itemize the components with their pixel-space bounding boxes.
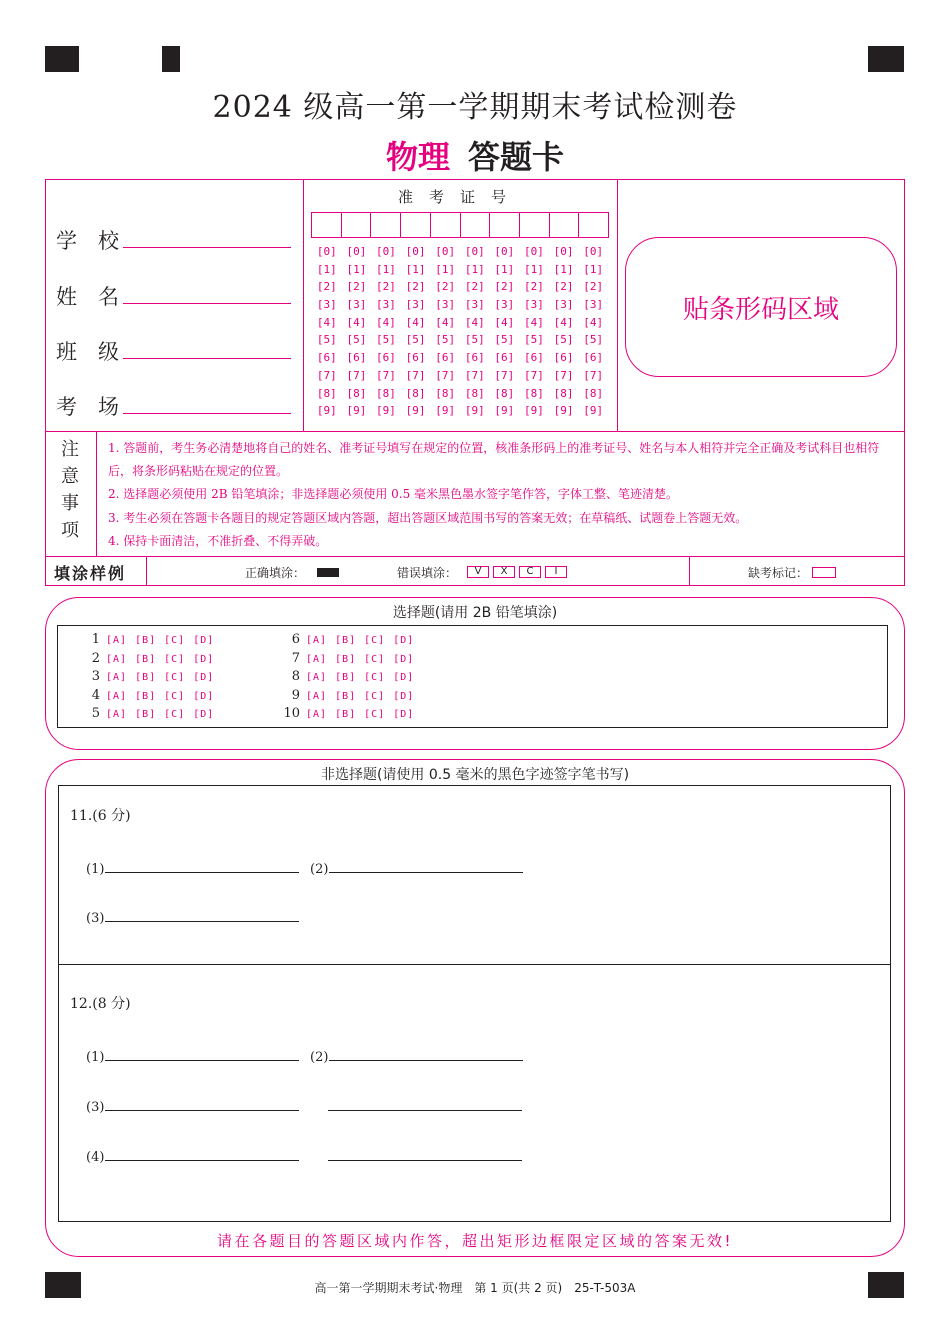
- choice-question: [80, 632, 222, 647]
- choice-question: [280, 706, 422, 721]
- id-bubble[interactable]: [8]: [494, 386, 515, 400]
- nonchoice-title: 非选择题(请使用 0.5 毫米的黑色字迹签字笔书写): [320, 767, 630, 783]
- id-bubble[interactable]: [1]: [464, 262, 485, 276]
- exam-id-bubble-grid[interactable]: [312, 245, 608, 422]
- wrong-mark-icon: I: [545, 566, 567, 578]
- q12-blank-4[interactable]: [86, 1146, 299, 1165]
- id-bubble[interactable]: [1]: [405, 262, 426, 276]
- id-digit-box[interactable]: [371, 213, 401, 237]
- page-subtitle: [0, 132, 950, 178]
- answer-bubble[interactable]: [D]: [193, 690, 215, 702]
- id-digit-box[interactable]: [461, 213, 491, 237]
- blank-label: (4): [86, 1150, 105, 1165]
- id-bubble[interactable]: [5]: [524, 333, 544, 347]
- answer-bubble[interactable]: [A]: [306, 672, 328, 683]
- question-number: 1: [91, 632, 100, 647]
- id-bubble[interactable]: [9]: [464, 404, 485, 418]
- id-bubble[interactable]: [1]: [316, 262, 337, 276]
- absent-mark[interactable]: [748, 558, 836, 586]
- id-digit-box[interactable]: [342, 213, 372, 237]
- question-number: 7: [291, 650, 300, 666]
- id-bubble[interactable]: [5]: [316, 333, 337, 347]
- answer-bubble[interactable]: [D]: [193, 672, 215, 683]
- answer-bubble[interactable]: [C]: [364, 672, 386, 683]
- id-bubble[interactable]: [3]: [405, 298, 426, 312]
- id-bubble[interactable]: [6]: [405, 351, 426, 365]
- answer-bubble[interactable]: [D]: [393, 690, 415, 702]
- room-label: 考 场: [56, 395, 119, 419]
- blank-label: (2): [310, 862, 329, 877]
- answer-bubble[interactable]: [B]: [335, 635, 357, 646]
- id-bubble[interactable]: [0]: [346, 245, 367, 258]
- answer-line[interactable]: [105, 1046, 299, 1061]
- q12-label: 12.(8 分): [70, 996, 131, 1012]
- divider: [96, 431, 97, 556]
- question-number: 5: [91, 706, 100, 721]
- divider: [45, 431, 905, 432]
- id-bubble[interactable]: [9]: [376, 404, 396, 418]
- id-bubble[interactable]: [9]: [405, 404, 426, 418]
- page-title: 2024 级高一第一学期期末考试检测卷: [212, 90, 738, 125]
- id-bubble[interactable]: [7]: [524, 368, 544, 382]
- name-field[interactable]: [56, 281, 291, 311]
- answer-bubble[interactable]: [A]: [106, 709, 128, 720]
- answer-bubble[interactable]: [B]: [135, 653, 157, 665]
- id-bubble[interactable]: [8]: [583, 386, 604, 400]
- id-digit-box[interactable]: [550, 213, 580, 237]
- note-item: 1. 答题前，考生务必清楚地将自己的姓名、准考证号填写在规定的位置，核准条形码上的准考证号、姓名与本人相符并完全正确及考试科目也相符后，将条形码粘贴在规定的位置。: [108, 441, 880, 478]
- room-field[interactable]: [56, 391, 291, 421]
- id-bubble[interactable]: [0]: [524, 245, 544, 258]
- id-bubble[interactable]: [8]: [316, 386, 337, 400]
- id-bubble[interactable]: [6]: [553, 351, 574, 365]
- exam-id-label: 准考证号: [397, 188, 522, 206]
- answer-bubble[interactable]: [C]: [164, 690, 186, 702]
- id-bubble[interactable]: [5]: [346, 333, 367, 347]
- q12-blank-4b[interactable]: [327, 1146, 522, 1165]
- id-bubble[interactable]: [7]: [435, 368, 456, 382]
- correct-fill: [245, 558, 339, 586]
- id-bubble[interactable]: [4]: [553, 315, 574, 329]
- id-bubble[interactable]: [3]: [435, 298, 456, 312]
- id-bubble[interactable]: [4]: [346, 315, 367, 329]
- blank-label: (3): [86, 1100, 105, 1115]
- id-bubble[interactable]: [3]: [583, 298, 604, 312]
- id-bubble[interactable]: [3]: [553, 298, 574, 312]
- id-digit-box[interactable]: [431, 213, 461, 237]
- id-bubble[interactable]: [0]: [464, 245, 485, 258]
- divider: [146, 556, 147, 586]
- wrong-fill-label: 错误填涂：: [397, 565, 458, 580]
- choice-question: [280, 632, 422, 647]
- registration-mark: [45, 46, 79, 72]
- absent-checkbox[interactable]: [812, 567, 836, 578]
- answer-bubble[interactable]: [C]: [364, 653, 386, 665]
- divider: [617, 179, 618, 431]
- id-bubble[interactable]: [8]: [435, 386, 456, 400]
- id-bubble[interactable]: [8]: [553, 386, 574, 400]
- id-digit-box[interactable]: [579, 213, 608, 237]
- class-field[interactable]: [56, 336, 291, 366]
- id-bubble[interactable]: [7]: [376, 368, 396, 382]
- answer-line[interactable]: [105, 907, 299, 922]
- class-line[interactable]: [123, 340, 291, 359]
- id-bubble[interactable]: [9]: [435, 404, 456, 418]
- q11-blank-1[interactable]: [86, 858, 299, 877]
- wrong-mark-icon: V: [467, 566, 489, 578]
- id-bubble[interactable]: [3]: [316, 298, 337, 312]
- id-bubble-row: [312, 333, 608, 351]
- answer-line[interactable]: [329, 1046, 523, 1061]
- q11-blank-3[interactable]: [86, 907, 299, 926]
- answer-bubble[interactable]: [D]: [393, 709, 415, 720]
- answer-bubble[interactable]: [B]: [335, 653, 357, 665]
- wrong-fill: [397, 558, 567, 586]
- id-bubble[interactable]: [2]: [553, 280, 574, 294]
- divider: [303, 179, 304, 431]
- id-bubble[interactable]: [0]: [435, 245, 456, 258]
- id-bubble[interactable]: [1]: [524, 262, 544, 276]
- wrong-mark-icon: C: [519, 566, 541, 578]
- id-bubble[interactable]: [5]: [583, 333, 604, 347]
- id-bubble[interactable]: [6]: [494, 351, 515, 365]
- q12-answer-area[interactable]: [58, 964, 891, 1222]
- id-bubble[interactable]: [5]: [376, 333, 396, 347]
- id-bubble[interactable]: [9]: [316, 404, 337, 418]
- id-bubble[interactable]: [8]: [346, 386, 367, 400]
- choice-question: [280, 651, 422, 666]
- choice-question: [280, 669, 422, 684]
- filled-bubble-icon: [317, 568, 339, 577]
- answer-bubble[interactable]: [C]: [164, 653, 186, 665]
- answer-bubble[interactable]: [A]: [106, 672, 128, 683]
- id-bubble[interactable]: [4]: [376, 315, 396, 329]
- id-bubble-row: [312, 316, 608, 334]
- id-bubble[interactable]: [6]: [376, 351, 396, 365]
- answer-line[interactable]: [105, 1096, 299, 1111]
- question-number: 9: [291, 687, 300, 703]
- registration-mark: [868, 46, 904, 72]
- question-number: 6: [291, 632, 300, 647]
- answer-bubble[interactable]: [C]: [364, 635, 386, 646]
- id-bubble[interactable]: [2]: [346, 280, 367, 294]
- id-bubble[interactable]: [4]: [316, 315, 337, 329]
- note-item: 3. 考生必须在答题卡各题目的规定答题区域内答题，超出答题区域范围书写的答案无效；在草稿纸、试题卷上答题无效。: [108, 510, 748, 525]
- answer-bubble[interactable]: [B]: [335, 709, 357, 720]
- name-line[interactable]: [123, 285, 291, 304]
- id-bubble[interactable]: [6]: [346, 351, 367, 365]
- answer-bubble[interactable]: [A]: [306, 635, 328, 646]
- id-bubble[interactable]: [6]: [435, 351, 456, 365]
- id-bubble[interactable]: [7]: [316, 368, 337, 382]
- school-field[interactable]: [56, 225, 291, 255]
- card-name: 答题卡: [468, 138, 565, 176]
- q11-blank-2[interactable]: [310, 858, 523, 877]
- room-line[interactable]: [123, 395, 291, 414]
- id-digit-box[interactable]: [312, 213, 342, 237]
- notes-label-char: 意: [61, 466, 79, 487]
- notes-label-char: 项: [61, 520, 79, 541]
- barcode-area: 贴条形码区域: [625, 237, 897, 377]
- id-bubble[interactable]: [0]: [553, 245, 574, 258]
- id-bubble[interactable]: [4]: [583, 315, 604, 329]
- id-bubble[interactable]: [1]: [583, 262, 604, 276]
- id-bubble[interactable]: [1]: [553, 262, 574, 276]
- choice-question: [80, 688, 222, 703]
- id-bubble[interactable]: [8]: [524, 386, 544, 400]
- id-bubble[interactable]: [4]: [464, 315, 485, 329]
- id-bubble[interactable]: [3]: [346, 298, 367, 312]
- choice-question: [280, 688, 422, 703]
- q12-blank-2[interactable]: [310, 1046, 523, 1065]
- answer-bubble[interactable]: [D]: [393, 672, 415, 683]
- boundary-warning: 请在各题目的答题区域内作答，超出矩形边框限定区域的答案无效!: [216, 1232, 734, 1250]
- id-bubble[interactable]: [9]: [524, 404, 544, 418]
- note-item: 2. 选择题必须使用 2B 铅笔填涂；非选择题必须使用 0.5 毫米黑色墨水签字笔作答，字体工整、笔迹清楚。: [108, 487, 679, 501]
- school-label: 学 校: [56, 229, 119, 253]
- subject-name: 物理: [385, 138, 450, 176]
- blank-label: (2): [310, 1050, 329, 1065]
- answer-bubble[interactable]: [B]: [335, 672, 357, 683]
- id-bubble[interactable]: [4]: [494, 315, 515, 329]
- question-number: 3: [91, 669, 100, 684]
- id-bubble[interactable]: [5]: [494, 333, 515, 347]
- divider: [689, 556, 690, 586]
- id-bubble-row: [312, 245, 608, 263]
- answer-bubble[interactable]: [A]: [306, 709, 328, 720]
- answer-bubble[interactable]: [C]: [164, 635, 186, 646]
- note-item: 4. 保持卡面清洁，不准折叠、不得弄破。: [108, 534, 328, 548]
- answer-bubble[interactable]: [D]: [393, 653, 415, 665]
- id-bubble[interactable]: [7]: [553, 368, 574, 382]
- question-number: 10: [283, 706, 300, 721]
- absent-mark-label: 缺考标记：: [748, 565, 809, 580]
- id-bubble[interactable]: [6]: [464, 351, 485, 365]
- id-bubble[interactable]: [3]: [494, 298, 515, 312]
- question-number: 8: [291, 669, 300, 684]
- answer-bubble[interactable]: [A]: [306, 690, 328, 702]
- id-bubble[interactable]: [4]: [524, 315, 544, 329]
- id-bubble[interactable]: [0]: [376, 245, 396, 258]
- id-bubble-row: [312, 351, 608, 369]
- answer-bubble[interactable]: [C]: [364, 690, 386, 702]
- choice-question: [80, 651, 222, 666]
- id-bubble[interactable]: [2]: [376, 280, 396, 294]
- id-bubble[interactable]: [9]: [553, 404, 574, 418]
- answer-line[interactable]: [105, 858, 299, 873]
- choice-question: [80, 669, 222, 684]
- correct-fill-label: 正确填涂：: [245, 565, 306, 580]
- id-bubble[interactable]: [7]: [464, 368, 485, 382]
- name-label: 姓 名: [56, 285, 119, 309]
- wrong-marks: [467, 566, 567, 578]
- id-bubble[interactable]: [2]: [435, 280, 456, 294]
- id-bubble[interactable]: [7]: [346, 368, 367, 382]
- id-bubble[interactable]: [5]: [405, 333, 426, 347]
- answer-line[interactable]: [328, 1146, 522, 1161]
- id-bubble[interactable]: [1]: [376, 262, 396, 276]
- id-bubble[interactable]: [6]: [583, 351, 604, 365]
- id-bubble[interactable]: [3]: [376, 298, 396, 312]
- exam-id-boxes[interactable]: [311, 212, 609, 238]
- notes-label-char: 注: [61, 439, 79, 460]
- id-bubble[interactable]: [4]: [405, 315, 426, 329]
- id-bubble[interactable]: [8]: [464, 386, 485, 400]
- id-bubble[interactable]: [3]: [464, 298, 485, 312]
- blank-label: (1): [86, 862, 105, 877]
- answer-bubble[interactable]: [A]: [106, 653, 128, 665]
- blank-label: (3): [86, 911, 105, 926]
- notes-label-char: 事: [61, 493, 79, 514]
- id-bubble[interactable]: [2]: [405, 280, 426, 294]
- q11-label: 11.(6 分): [70, 808, 131, 824]
- question-number: 2: [91, 650, 100, 666]
- id-bubble[interactable]: [7]: [583, 368, 604, 382]
- id-bubble[interactable]: [2]: [316, 280, 337, 294]
- answer-bubble[interactable]: [A]: [306, 653, 328, 665]
- wrong-mark-icon: X: [493, 566, 515, 578]
- id-bubble-row: [312, 369, 608, 387]
- answer-line[interactable]: [329, 858, 523, 873]
- answer-bubble[interactable]: [B]: [135, 709, 157, 720]
- id-bubble[interactable]: [6]: [316, 351, 337, 365]
- notes-list: [108, 437, 898, 554]
- id-bubble[interactable]: [5]: [435, 333, 456, 347]
- id-bubble-row: [312, 387, 608, 405]
- id-bubble[interactable]: [6]: [524, 351, 544, 365]
- id-bubble[interactable]: [2]: [464, 280, 485, 294]
- id-bubble[interactable]: [0]: [583, 245, 604, 258]
- answer-bubble[interactable]: [D]: [193, 635, 215, 646]
- id-bubble[interactable]: [0]: [494, 245, 515, 258]
- blank-label: (1): [86, 1050, 105, 1065]
- id-bubble[interactable]: [3]: [524, 298, 544, 312]
- fill-example-label: 填涂样例: [54, 563, 127, 583]
- id-bubble[interactable]: [5]: [464, 333, 485, 347]
- id-bubble[interactable]: [2]: [583, 280, 604, 294]
- id-bubble[interactable]: [7]: [405, 368, 426, 382]
- class-label: 班 级: [56, 340, 119, 364]
- answer-bubble[interactable]: [D]: [193, 709, 215, 720]
- page-footer: 高一第一学期期末考试·物理 第 1 页(共 2 页) 25-T-503A: [314, 1281, 636, 1295]
- id-digit-box[interactable]: [401, 213, 431, 237]
- choice-question: [80, 706, 222, 721]
- divider: [45, 556, 905, 557]
- id-bubble[interactable]: [7]: [494, 368, 515, 382]
- id-bubble[interactable]: [9]: [346, 404, 367, 418]
- id-bubble[interactable]: [1]: [346, 262, 367, 276]
- id-bubble[interactable]: [9]: [494, 404, 515, 418]
- notes-label: [48, 436, 92, 544]
- id-bubble[interactable]: [9]: [583, 404, 604, 418]
- answer-bubble[interactable]: [C]: [164, 672, 186, 683]
- answer-bubble[interactable]: [B]: [135, 672, 157, 683]
- answer-bubble[interactable]: [B]: [135, 635, 157, 646]
- answer-bubble[interactable]: [B]: [335, 690, 357, 702]
- school-line[interactable]: [123, 229, 291, 248]
- answer-bubble[interactable]: [C]: [364, 709, 386, 720]
- q12-blank-3[interactable]: [86, 1096, 299, 1115]
- id-bubble[interactable]: [2]: [524, 280, 544, 294]
- answer-bubble[interactable]: [D]: [193, 653, 215, 665]
- id-bubble[interactable]: [4]: [435, 315, 456, 329]
- answer-bubble[interactable]: [A]: [106, 635, 128, 646]
- id-bubble[interactable]: [5]: [553, 333, 574, 347]
- answer-bubble[interactable]: [A]: [106, 690, 128, 702]
- id-bubble-row: [312, 404, 608, 422]
- answer-line[interactable]: [105, 1146, 299, 1161]
- registration-mark: [162, 46, 180, 72]
- id-bubble-row: [312, 280, 608, 298]
- answer-bubble[interactable]: [D]: [393, 635, 415, 646]
- id-bubble[interactable]: [0]: [316, 245, 337, 258]
- id-bubble-row: [312, 263, 608, 281]
- id-digit-box[interactable]: [490, 213, 520, 237]
- choice-title: 选择题(请用 2B 铅笔填涂): [392, 605, 558, 621]
- id-bubble-row: [312, 298, 608, 316]
- id-bubble[interactable]: [1]: [494, 262, 515, 276]
- question-number: 4: [91, 687, 100, 703]
- id-bubble[interactable]: [2]: [494, 280, 515, 294]
- id-bubble[interactable]: [8]: [376, 386, 396, 400]
- id-bubble[interactable]: [8]: [405, 386, 426, 400]
- q12-blank-3b[interactable]: [327, 1096, 522, 1115]
- id-bubble[interactable]: [0]: [405, 245, 426, 258]
- answer-line[interactable]: [328, 1096, 522, 1111]
- q12-blank-1[interactable]: [86, 1046, 299, 1065]
- id-bubble[interactable]: [1]: [435, 262, 456, 276]
- answer-bubble[interactable]: [C]: [164, 709, 186, 720]
- answer-bubble[interactable]: [B]: [135, 690, 157, 702]
- id-digit-box[interactable]: [520, 213, 550, 237]
